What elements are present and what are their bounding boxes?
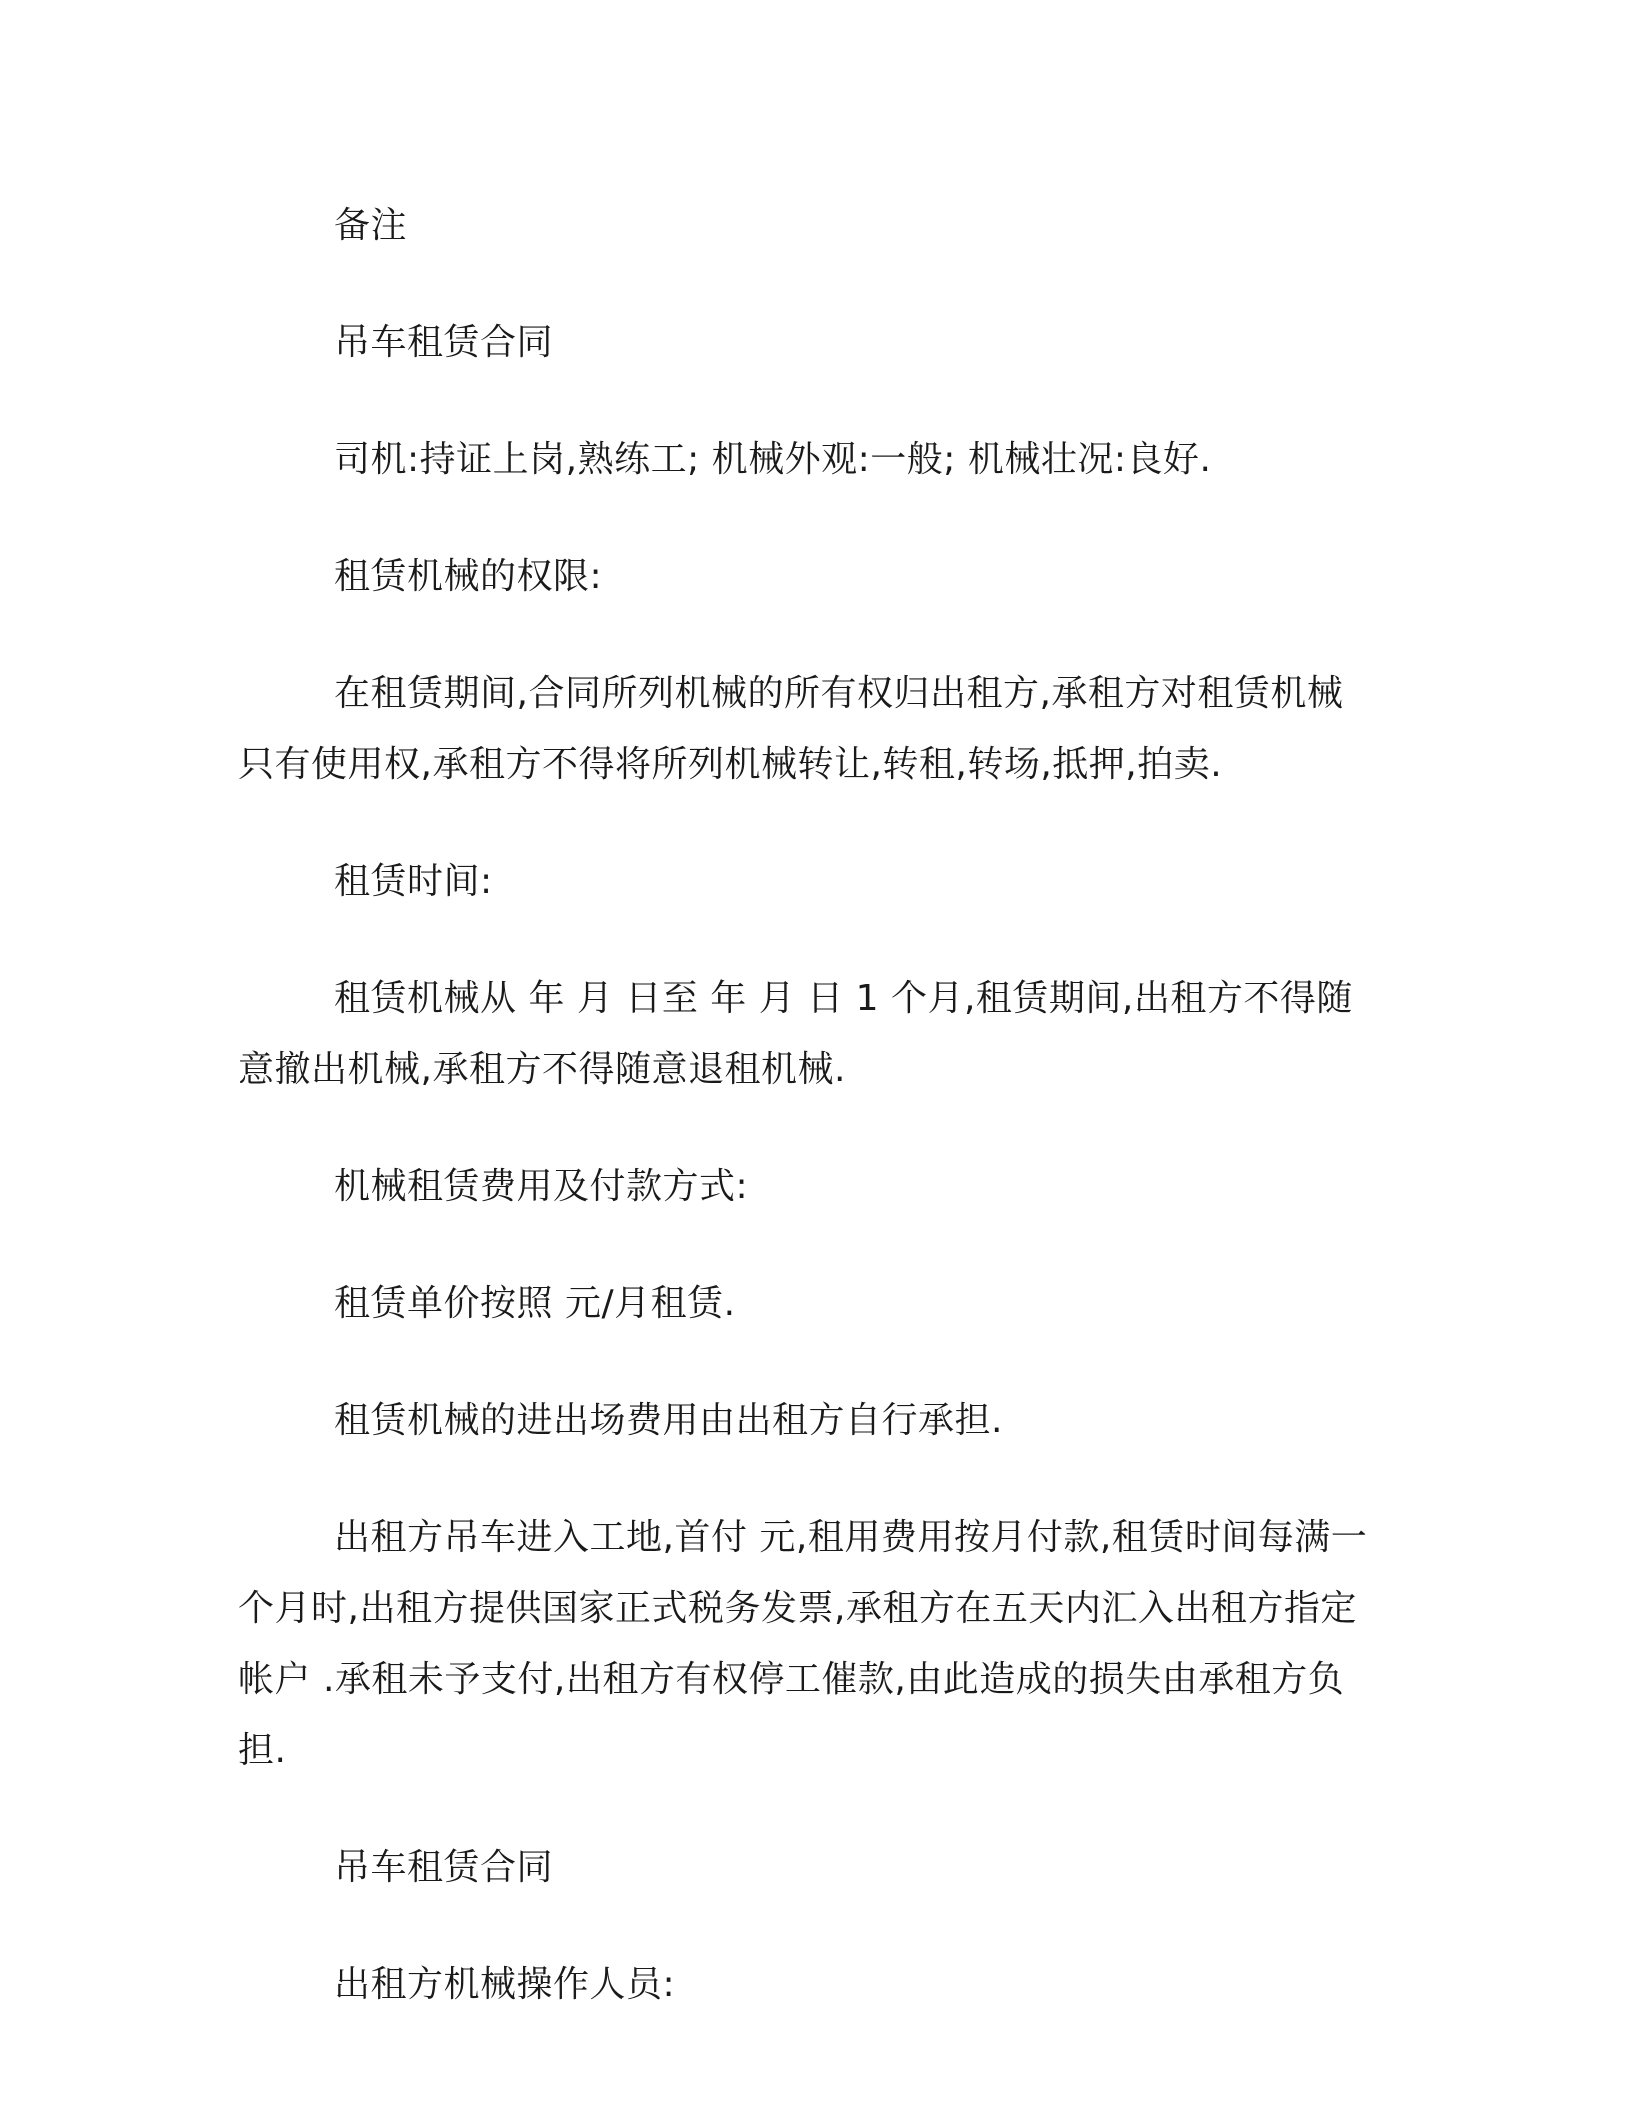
unit-price-paragraph: 租赁单价按照 元/月租赁.: [334, 1283, 736, 1324]
entry-exit-fee-paragraph: 租赁机械的进出场费用由出租方自行承担.: [334, 1400, 1003, 1441]
document-body: [238, 190, 1378, 2066]
lease-time-heading: 租赁时间:: [334, 861, 493, 902]
driver-condition-paragraph: 司机:持证上岗,熟练工; 机械外观:一般; 机械壮况:良好.: [334, 439, 1212, 480]
lease-time-paragraph: 租赁机械从 年 月 日至 年 月 日 1 个月,租赁期间,出租方不得随意撤出机械,承租方不得随意退租机械.: [238, 978, 1353, 1090]
payment-terms-paragraph: 出租方吊车进入工地,首付 元,租用费用按月付款,租赁时间每满一个月时,出租方提供国家正式税务发票,承租方在五天内汇入出租方指定帐户 .承租未予支付,出租方有权停工催款,由此造成的损失由承租方负担.: [238, 1517, 1368, 1771]
remark-heading: 备注: [334, 205, 408, 246]
rights-heading: 租赁机械的权限:: [334, 556, 603, 597]
fee-payment-heading: 机械租赁费用及付款方式:: [334, 1166, 749, 1207]
rights-paragraph: 在租赁期间,合同所列机械的所有权归出租方,承租方对租赁机械只有使用权,承租方不得将所列机械转让,转租,转场,抵押,拍卖.: [238, 673, 1344, 785]
operator-heading: 出租方机械操作人员:: [334, 1964, 676, 2005]
contract-title-repeat: 吊车租赁合同: [334, 1847, 554, 1888]
contract-title: 吊车租赁合同: [334, 322, 554, 363]
